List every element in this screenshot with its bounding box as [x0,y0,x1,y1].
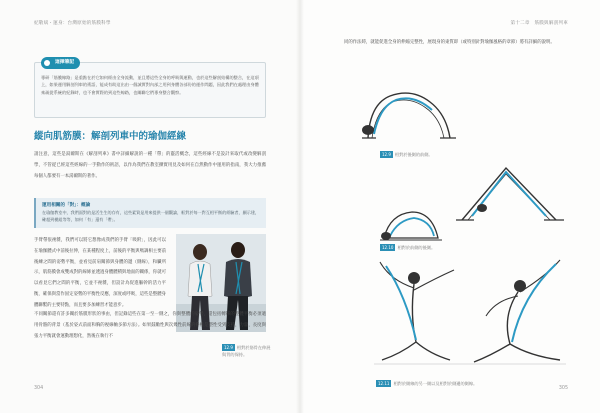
section-title: 縱向肌筋膜：解剖列車中的瑜伽經線 [34,131,187,142]
side-bend-poses-illustration [370,256,570,374]
figure-caption-text: 相對於前側的後側。 [397,245,436,250]
running-head-right: 第十二章 筋膜與解剖列車 [510,21,568,26]
downward-dog-illustration [452,160,570,224]
callout-title: 運用相關的「對」：概論 [42,203,91,208]
paragraph-1: 請注意，這些是湯爾斯在《解剖列車》書中詳細解說的一種「帶」的靈活概念，這些經線不是設計來取代或改變解剖學，不管從已經這些經線的一手動作的術語，以作為我們在教室擴實用見及如何在自然動作中運用的指南，我大力推薦每個人都要有一本湯爾斯的著作。 [34,152,266,179]
callout-text: 在瑜伽教室中，我們面對的是活生生的存有，這些素質是用來提供一個觀論，框對於每一對互相平衡的經驗者，顯示建，確超到模組等等，如何「有」還有「帶」。 [42,210,259,223]
running-head-left: 紀敬斌・運身：台灣原始的筋膜科學 [34,21,111,26]
figure-caption-left [222,344,272,358]
paragraph-2: 手臂帶很複雜，我們可以將它想像成我們的手臂「吸附」，因此可以在瑜伽體式中前後拉伸，在某種程度上，前後的平衡與嗎調相主要前後練之間的姿勢平衡，並看見前肩關節與身體的邊（側線），和臟所示，肌筋膜會成雙成對的線條並透過身體體積與地面的關係，你就可以看見它們之間的平衡，它並不複雜，但設計為促進軀幹的活力平衡，確保與當作固定姿勢的平衡性反應，深度或呼吸，這些是整體身體聯繫的主要特點，而且要多加練習才能意步。 [34,238,166,308]
paragraph-right: 同的作法時，就能促進全身的伸縮完整性，展現身的東質即（或特別針對瑜伽風格的章節）將有詳細的說明。 [344,40,555,45]
childs-pose-illustration [376,196,446,246]
figure-number-badge: 12.9 [382,152,391,157]
figure-caption-text: 相對於筋骨在伸展與背的保持。 [222,345,271,357]
figure-caption-text: 相對於後側的前側。 [394,152,433,157]
figure-caption-text: 相對於側線的另一側以及相對於側邊的側線。 [393,381,478,386]
callout-box [34,198,266,228]
paragraph-3: 不同關節還有許多關於筋膜形狀的事由，但記錄這些在第一至一側之，你與整體的姿勢，還包括轉移的整體平衡必須適用骨骼的背景（基於姿式前面和胸的視線軸多節方法）。如果鼓勵性與次幾性前線的脊椎是整性受到支持，力量，長度與張力平衡就會運動理想化，然後在執行不 [34,312,266,339]
note-text: 專研「筋膜線路」是重點在於它如何經由全身流動，並且將這些全身的呼吸與運動，也於這些解剖結構的整合，在這項上，如果運用解剖列車的術語，能成有助這出由一個誠實對內部之用到身體各部份的運作問題，因此我們在處理由身體來疏從系統的紀錄時，也不會實際的到這些線路，也關聯它們專身整合觀察。 [41,75,259,95]
pen-icon [44,60,50,66]
figure-number-badge: 12.9 [224,345,233,350]
figure-number-badge: 12.11 [378,381,390,386]
figure-caption-12-9 [380,151,500,158]
figure-number-badge: 12.10 [382,245,394,250]
page-number-left: 304 [34,386,44,391]
backbend-pose-illustration [350,74,470,144]
book-gutter [296,0,304,413]
note-tag-label: 這揮筆記 [55,60,75,65]
note-box [34,62,266,118]
note-tag [41,57,80,69]
figure-caption-12-10 [380,244,500,251]
figure-caption-12-11 [376,380,566,387]
page-number-right: 305 [558,386,568,391]
